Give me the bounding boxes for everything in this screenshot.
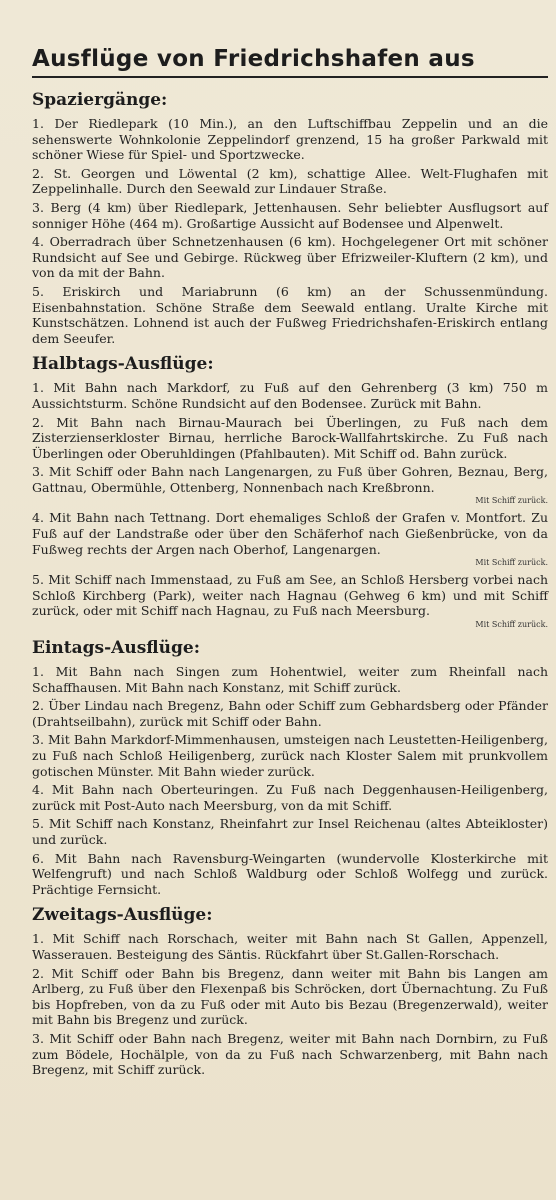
list-item: 1. Mit Schiff nach Rorschach, weiter mit Bahn nach St Gallen, Appenzell, Wasserauen. Besteigung des Säntis. Rückfahrt über St.Gallen-Rorschach. bbox=[32, 931, 548, 962]
list-item: 3. Mit Schiff oder Bahn nach Bregenz, weiter mit Bahn nach Dornbirn, zu Fuß zum Bödele, Hochälple, von da zu Fuß nach Schwarzenberg, mit Bahn nach Bregenz, mit Schiff zurück. bbox=[32, 1030, 548, 1078]
section-heading: Eintags-Ausflüge: bbox=[32, 638, 200, 659]
list-item: 3. Mit Bahn Markdorf-Mimmenhausen, umsteigen nach Leustetten-Heiligenberg, zu Fuß nach Schloß Heiligenberg, zurück nach Kloster Salem mit prunkvollem gotischen Münster. Mit Bahn wieder zurück. bbox=[32, 732, 548, 779]
list-item: 1. Mit Bahn nach Markdorf, zu Fuß auf den Gehrenberg (3 km) 750 m Aussichtsturm. Schöne Rundsicht auf den Bodensee. Zurück mit Bahn. bbox=[32, 380, 548, 411]
section-halbtags bbox=[32, 354, 548, 630]
section-zweitags bbox=[32, 905, 548, 1077]
list-item: 5. Eriskirch und Mariabrunn (6 km) an der Schussenmündung. Eisenbahnstation. Schöne Straße dem Seewald entlang. Uralte Kirche mit Kunstschätzen. Lohnend ist auch der Fußweg Friedrichshafen-Eriskirch entlang dem Seeufer. bbox=[32, 283, 548, 346]
list-item: 5. Mit Schiff nach Konstanz, Rheinfahrt zur Insel Reichenau (altes Abteikloster) und zurück. bbox=[32, 816, 548, 847]
list-item: 3. Mit Schiff oder Bahn nach Langenargen, zu Fuß über Gohren, Beznau, Berg, Gattnau, Obermühle, Ottenberg, Nonnenbach nach Kreßbronn. bbox=[32, 464, 548, 495]
list-item: 2. Mit Bahn nach Birnau-Maurach bei Überlingen, zu Fuß nach dem Zisterzienserkloster Birnau, herrliche Barock-Wallfahrtskirche. Zu Fuß nach Überlingen oder Oberuhldingen (Pfahlbauten). Mit Schiff od. Bahn zurück. bbox=[32, 414, 548, 461]
section-heading: Halbtags-Ausflüge: bbox=[32, 354, 214, 375]
list-item: 5. Mit Schiff nach Immenstaad, zu Fuß am See, an Schloß Hersberg vorbei nach Schloß Kirchberg (Park), weiter nach Hagnau (Gehweg 6 km) und mit Schiff zurück, oder mit Schiff nach Hagnau, zu Fuß nach Meersburg. bbox=[32, 572, 548, 619]
item-note: Mit Schiff zurück. bbox=[475, 496, 548, 506]
list-item: 4. Mit Bahn nach Oberteuringen. Zu Fuß nach Deggenhausen-Heiligenberg, zurück mit Post-Auto nach Meersburg, von da mit Schiff. bbox=[32, 782, 548, 813]
list-item: 1. Mit Bahn nach Singen zum Hohentwiel, weiter zum Rheinfall nach Schaffhausen. Mit Bahn nach Konstanz, mit Schiff zurück. bbox=[32, 664, 548, 695]
list-item: 2. Über Lindau nach Bregenz, Bahn oder Schiff zum Gebhardsberg oder Pfänder (Drahtseilbahn), zurück mit Schiff oder Bahn. bbox=[32, 698, 548, 729]
title-rule bbox=[32, 76, 548, 78]
list-item: 4. Oberradrach über Schnetzenhausen (6 km). Hochgelegener Ort mit schöner Rundsicht auf See und Gebirge. Rückweg über Efrizweiler-Kluftern (2 km), und von da mit der Bahn. bbox=[32, 234, 548, 281]
section-heading: Zweitags-Ausflüge: bbox=[32, 905, 213, 926]
list-item: 3. Berg (4 km) über Riedlepark, Jettenhausen. Sehr beliebter Ausflugsort auf sonniger Höhe (464 m). Großartige Aussicht auf Bodensee und Alpenwelt. bbox=[32, 199, 548, 231]
section-heading: Spaziergänge: bbox=[32, 90, 168, 110]
list-item: 2. St. Georgen und Löwental (2 km), schattige Allee. Welt-Flughafen mit Zeppelinhalle. Durch den Seewald zur Lindauer Straße. bbox=[32, 165, 548, 197]
list-item: 2. Mit Schiff oder Bahn bis Bregenz, dann weiter mit Bahn bis Langen am Arlberg, zu Fuß über den Flexenpaß bis Schröcken, dort Übernachtung. Zu Fuß bis Hopfreben, von da zu Fuß oder mit Auto bis Bezau (Bregenzerwald), weiter mit Bahn bis Bregenz und zurück. bbox=[32, 965, 548, 1028]
list-item: 1. Der Riedlepark (10 Min.), an den Luftschiffbau Zeppelin und an die sehenswerte Wohnkolonie Zeppelindorf grenzend, 15 ha großer Parkwald mit schöner Wiese für Spiel- und Sportzwecke. bbox=[32, 116, 548, 163]
list-item: 4. Mit Bahn nach Tettnang. Dort ehemaliges Schloß der Grafen v. Montfort. Zu Fuß auf der Landstraße oder über den Schäferhof nach Gießenbrücke, von da Fußweg rechts der Argen nach Oberhof, Langenargen. bbox=[32, 510, 548, 557]
item-note: Mit Schiff zurück. bbox=[475, 558, 548, 568]
section-spaziergaenge bbox=[32, 90, 548, 346]
list-item: 6. Mit Bahn nach Ravensburg-Weingarten (wundervolle Klosterkirche mit Welfengruft) und nach Schloß Waldburg oder Schloß Wolfegg und zurück. Prächtige Fernsicht. bbox=[32, 850, 548, 897]
section-eintags bbox=[32, 638, 548, 897]
page-title: Ausflüge von Friedrichshafen aus bbox=[32, 46, 475, 72]
item-note: Mit Schiff zurück. bbox=[475, 620, 548, 630]
